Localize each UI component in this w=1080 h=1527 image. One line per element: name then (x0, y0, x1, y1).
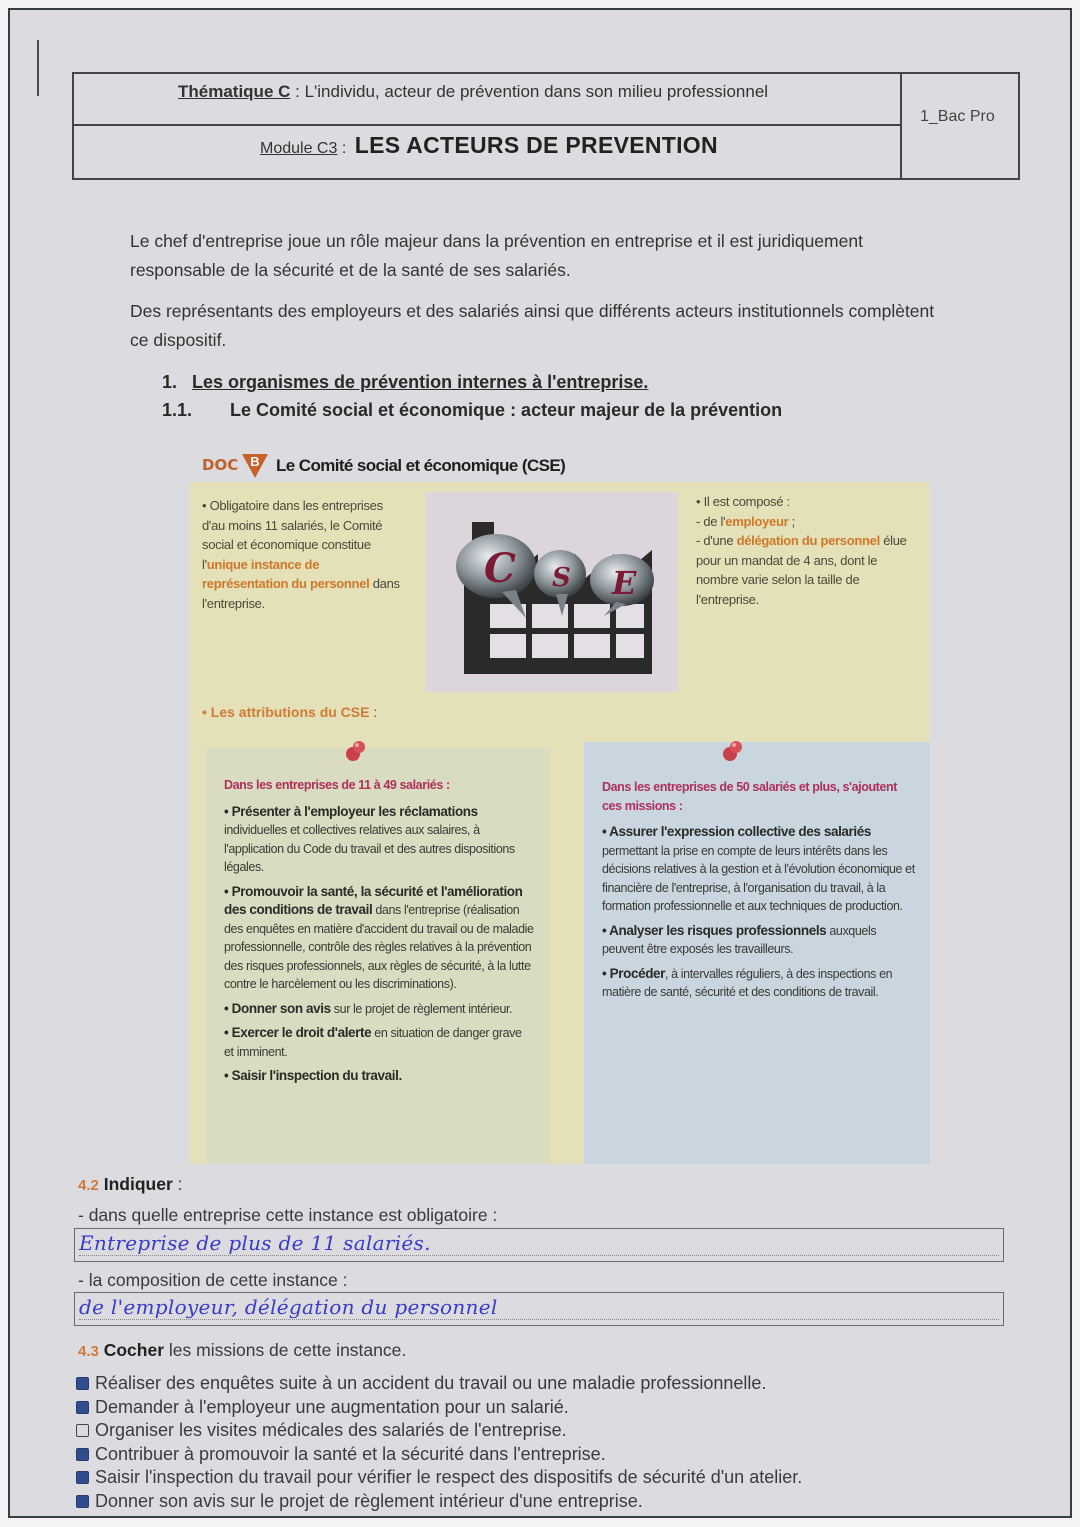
section-1-heading (162, 372, 648, 393)
checklist-item[interactable] (76, 1443, 802, 1467)
mission-text: permettant la prise en compte de leurs intérêts dans les décisions relatives à la gestion et à l'évolution économique et financière de l'entreprise, à l'organisation du travail, à la formation professionnelle et aux techniques de production. (602, 843, 915, 913)
mission-item (602, 965, 918, 1002)
checklist-item[interactable] (76, 1466, 802, 1490)
mission-bold: • Présenter à l'employeur les réclamations (224, 803, 478, 819)
mission-text: sur le projet de règlement intérieur. (330, 1001, 513, 1016)
doc-obligation-text (202, 496, 408, 613)
question-4-2 (78, 1174, 183, 1195)
text: • Obligatoire dans les entreprises d'au moins 11 salariés, le Comité social et économique constitue l' (202, 498, 383, 572)
doc-header (190, 452, 930, 482)
checklist-label: Contribuer à promouvoir la santé et la sécurité dans l'entreprise. (95, 1443, 606, 1464)
header-thematique-row (74, 74, 900, 126)
checklist-item[interactable] (76, 1419, 802, 1443)
checklist-label: Organiser les visites médicales des salariés de l'entreprise. (95, 1420, 567, 1441)
text: - d'une (696, 533, 737, 548)
letter-e: E (612, 564, 637, 602)
doc-cse-figure (190, 452, 930, 1164)
checkbox-icon[interactable] (76, 1424, 89, 1437)
checklist-item[interactable] (76, 1490, 802, 1514)
thematique-label: Thématique C (178, 82, 291, 101)
section-1-1-heading (162, 400, 782, 421)
text: élue pour un mandat de 4 ans, dont le nombre varie selon la taille de l'entreprise. (696, 533, 907, 607)
header-left-cell (74, 74, 902, 178)
dotted-line (79, 1319, 999, 1320)
mission-bold: • Saisir l'inspection du travail. (224, 1068, 402, 1083)
mission-item (224, 883, 534, 994)
module-title: LES ACTEURS DE PREVENTION (354, 132, 718, 158)
pushpin-icon (345, 740, 367, 762)
factory-icon (426, 492, 678, 692)
note-50-plus-employees (584, 742, 930, 1164)
composition-intro: • Il est composé : (696, 494, 790, 509)
checkbox-icon[interactable] (76, 1495, 89, 1508)
checkbox-icon[interactable] (76, 1448, 89, 1461)
mission-text: individuelles et collectives relatives aux salaires, à l'application du Code du travail et des autres dispositions légales. (224, 823, 515, 874)
question-verb: Cocher (103, 1340, 165, 1360)
margin-pen-mark (37, 40, 39, 96)
question-4-2-prompt-2: - la composition de cette instance : (78, 1270, 348, 1290)
checklist-item[interactable] (76, 1372, 802, 1396)
text: : (369, 704, 378, 720)
highlight-text: délégation du personnel (736, 533, 880, 548)
question-4-2-prompt-1: - dans quelle entreprise cette instance est obligatoire : (78, 1205, 498, 1225)
section-title: Les organismes de prévention internes à l'entreprise. (192, 372, 649, 392)
mission-text: dans l'entreprise (réalisation des enquêtes en matière d'accident du travail ou de maladie professionnelle, contrôle des règles relatives à la prévention des risques professionnels, aux règles de sécurité, à la lutte contre le harcèlement ou les discriminations). (224, 903, 534, 991)
mission-item (602, 922, 918, 959)
mission-bold: • Analyser les risques professionnels (602, 922, 827, 938)
composition-line-employer (696, 512, 921, 532)
mission-item (224, 1000, 534, 1019)
mission-bold: • Procéder (602, 965, 666, 981)
checklist-label: Demander à l'employeur une augmentation pour un salarié. (95, 1396, 569, 1417)
checkbox-icon[interactable] (76, 1471, 89, 1484)
mission-bold: • Exercer le droit d'alerte (224, 1025, 372, 1040)
mission-text: auxquels peuvent être exposés les travailleurs. (602, 923, 877, 956)
thematique-text: : L'individu, acteur de prévention dans son milieu professionnel (290, 82, 769, 101)
class-label: 1_Bac Pro (920, 108, 995, 125)
mission-bold: • Promouvoir la santé, la sécurité et l'amélioration des conditions de travail (224, 883, 523, 917)
note-11-49-employees (206, 748, 550, 1164)
mission-text: , à intervalles réguliers, à des inspections en matière de santé, sécurité et des conditions de travail. (602, 966, 893, 999)
letter-c: C (484, 545, 516, 592)
section-title: Le Comité social et économique : acteur majeur de la prévention (230, 400, 783, 420)
highlight-text: unique instance de représentation du personnel (202, 556, 370, 591)
checklist-label: Saisir l'inspection du travail pour vérifier le respect des dispositifs de sécurité d'un atelier. (95, 1467, 803, 1488)
attributions-title (202, 704, 377, 720)
dotted-line (79, 1255, 999, 1256)
doc-tag: DOC (202, 456, 239, 474)
handwritten-answer-1: Entreprise de plus de 11 salariés. (79, 1231, 431, 1255)
missions-checklist (76, 1372, 802, 1513)
checklist-item[interactable] (76, 1396, 802, 1420)
doc-title: Le Comité social et économique (CSE) (276, 456, 566, 475)
checkbox-icon[interactable] (76, 1377, 89, 1390)
mission-text: en situation de danger grave et imminent. (224, 1026, 522, 1059)
pushpin-icon (722, 740, 744, 762)
highlight-text: employeur (725, 513, 789, 529)
mission-bold: • Assurer l'expression collective des salariés (602, 824, 871, 839)
text: - de l' (696, 513, 726, 529)
text: : (172, 1174, 183, 1194)
checklist-label: Réaliser des enquêtes suite à un accident du travail ou une maladie professionnelle. (95, 1373, 767, 1394)
intro-paragraph-2: Des représentants des employeurs et des salariés ainsi que différents acteurs institutionnels complètent ce dispositif. (130, 301, 935, 350)
text: • Les attributions du CSE (202, 704, 370, 720)
text: dans l'entreprise. (202, 576, 400, 611)
answer-field-1[interactable] (74, 1228, 1004, 1262)
question-number: 4.3 (78, 1343, 99, 1360)
section-number: 1.1. (162, 400, 193, 420)
mission-item (224, 803, 534, 877)
question-4-3 (78, 1340, 406, 1361)
composition-line-delegation (696, 531, 921, 609)
note-heading: Dans les entreprises de 11 à 49 salariés : (224, 778, 450, 792)
intro-paragraph-1: Le chef d'entreprise joue un rôle majeur dans la prévention en entreprise et il est juridiquement responsable de la sécurité et de la santé de ses salariés. (130, 231, 863, 280)
checklist-label: Donner son avis sur le projet de règlement intérieur d'une entreprise. (95, 1490, 643, 1511)
checkbox-icon[interactable] (76, 1401, 89, 1414)
letter-s: S (552, 563, 571, 593)
mission-bold: • Donner son avis (224, 1000, 331, 1016)
handwritten-answer-2: de l'employeur, délégation du personnel (79, 1295, 498, 1319)
question-verb: Indiquer (103, 1174, 173, 1194)
question-number: 4.2 (78, 1177, 99, 1194)
section-number: 1. (162, 372, 178, 392)
mission-item (602, 823, 918, 916)
answer-field-2[interactable] (74, 1292, 1004, 1326)
doc-badge-letter: B (250, 454, 260, 469)
doc-composition-text (696, 492, 921, 609)
text: ; (788, 513, 795, 529)
mission-item (224, 1024, 534, 1061)
cse-factory-illustration (426, 492, 678, 692)
header-table (72, 72, 1020, 180)
text: les missions de cette instance. (164, 1340, 407, 1360)
note-heading: Dans les entreprises de 50 salariés et plus, s'ajoutent ces missions : (602, 780, 897, 813)
module-label: Module C3 (260, 140, 338, 157)
mission-item (224, 1067, 534, 1086)
module-separator: : (337, 140, 351, 157)
